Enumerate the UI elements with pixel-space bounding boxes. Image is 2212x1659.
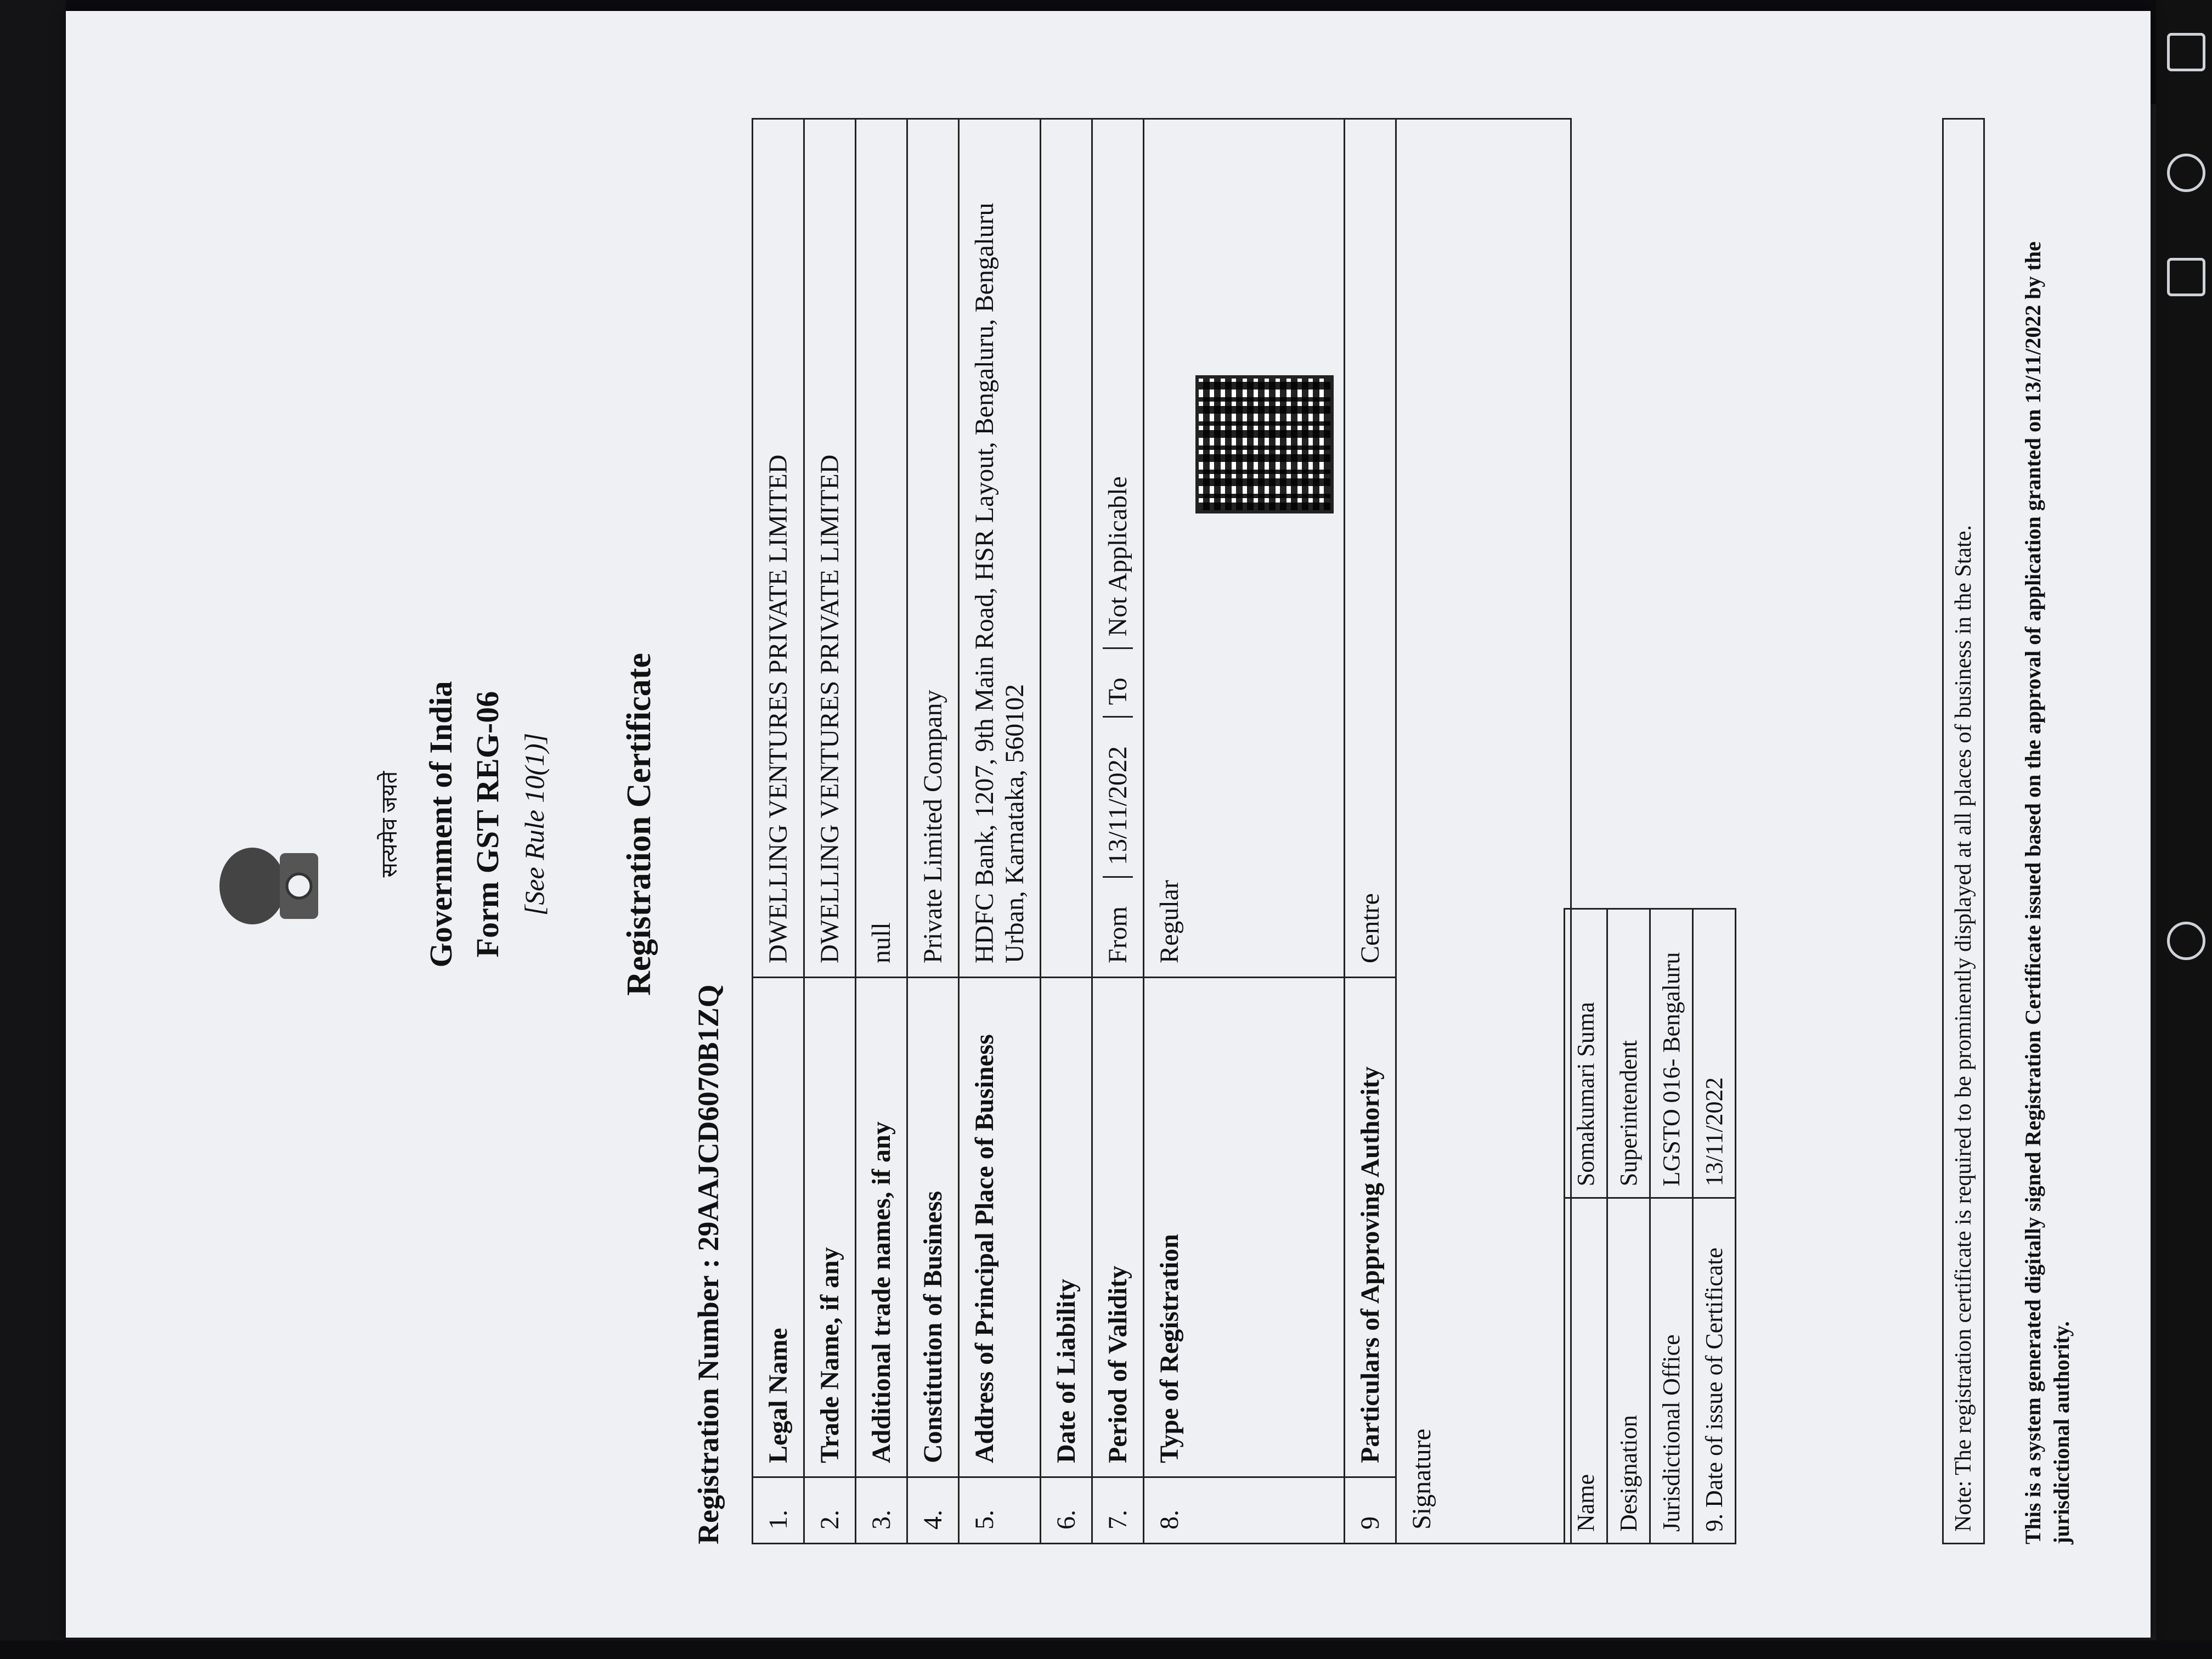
qr-code: [1195, 375, 1334, 514]
table-row: [959, 119, 1041, 1544]
table-row: [1041, 119, 1092, 1544]
row-label: Constitution of Business: [907, 978, 959, 1477]
row-number: 7.: [1092, 1477, 1144, 1544]
from-label: From: [1103, 906, 1132, 963]
authority-value: Superintendent: [1607, 909, 1650, 1198]
table-row: [856, 119, 907, 1544]
display-note: Note: The registration certificate is required to be prominently displayed at all places of business in the State.: [1942, 118, 1985, 1544]
row-number: 8.: [1144, 1477, 1345, 1544]
authority-value: LGSTO 016- Bengaluru: [1650, 909, 1693, 1198]
tablet-left-bezel: [0, 0, 66, 1659]
table-row: [1607, 909, 1650, 1544]
row-label: Additional trade names, if any: [856, 978, 907, 1477]
emblem-caption: सत्यमेव जयते: [377, 771, 402, 878]
row-number: 5.: [959, 1477, 1041, 1544]
authority-label: Jurisdictional Office: [1650, 1198, 1693, 1544]
square-icon[interactable]: [2167, 258, 2205, 296]
from-date: 13/11/2022: [1103, 746, 1133, 878]
row-label: Address of Principal Place of Business: [959, 978, 1041, 1477]
certificate: [66, 11, 2151, 1638]
signature-row: [1396, 119, 1571, 1544]
to-label: To: [1103, 678, 1133, 718]
validity-value: [1092, 119, 1144, 978]
authority-value: 13/11/2022: [1693, 909, 1736, 1198]
row-number: 2.: [804, 1477, 856, 1544]
row-number: 4.: [907, 1477, 959, 1544]
address-value[interactable]: HDFC Bank, 1207, 9th Main Road, HSR Layout, Bengaluru, Bengaluru Urban, Karnataka, 560102: [959, 119, 1041, 978]
table-row: [1092, 119, 1144, 1544]
row-label: Legal Name: [753, 978, 804, 1477]
additional-trade-names-value: null: [856, 119, 907, 978]
table-row: [753, 119, 804, 1544]
table-row: [907, 119, 959, 1544]
row-label: Particulars of Approving Authority: [1345, 978, 1396, 1477]
authority-table: [1564, 908, 1736, 1544]
constitution-value: Private Limited Company: [907, 119, 959, 978]
details-table: [752, 118, 1572, 1544]
approving-authority-value: Centre: [1345, 119, 1396, 978]
info-icon[interactable]: [2167, 922, 2205, 960]
rule-reference: [See Rule 10(1)]: [519, 732, 550, 916]
row-label: Date of Liability: [1041, 978, 1092, 1477]
row-label: Trade Name, if any: [804, 978, 856, 1477]
row-number: 9: [1345, 1477, 1396, 1544]
row-label: Type of Registration: [1144, 978, 1345, 1477]
table-row: [1345, 119, 1396, 1544]
form-name: Form GST REG-06: [470, 691, 505, 958]
table-row: [1650, 909, 1693, 1544]
table-row: [1144, 119, 1345, 1544]
row-number: 1.: [753, 1477, 804, 1544]
tablet-toolbar: [2156, 0, 2212, 1659]
table-row: [804, 119, 856, 1544]
registration-type-text: Regular: [1155, 880, 1184, 963]
trade-name-value: DWELLING VENTURES PRIVATE LIMITED: [804, 119, 856, 978]
tablet-bottom-bezel: [0, 1640, 2212, 1659]
date-of-liability-value: [1041, 119, 1092, 978]
row-number: 6.: [1041, 1477, 1092, 1544]
authority-label: Name: [1565, 1198, 1607, 1544]
header-line-1: Government of India: [423, 681, 459, 968]
table-row: [1565, 909, 1607, 1544]
signature-label: Signature: [1396, 119, 1571, 1544]
national-emblem: [203, 820, 368, 952]
row-number: 3.: [856, 1477, 907, 1544]
table-row: [1693, 909, 1736, 1544]
page-title: Registration Certificate: [620, 653, 658, 996]
registration-number: Registration Number : 29AAJCD6070B1ZQ: [692, 984, 725, 1544]
authority-value: Somakumari Suma: [1565, 909, 1607, 1198]
footer-statement: This is a system generated digitally signed Registration Certificate issued based on the approval of application granted on 13/11/2022 by the jurisdictional authority.: [2021, 241, 2074, 1544]
authority-label: 9. Date of issue of Certificate: [1693, 1198, 1736, 1544]
to-date: Not Applicable: [1103, 476, 1133, 649]
legal-name-value: DWELLING VENTURES PRIVATE LIMITED: [753, 119, 804, 978]
authority-label: Designation: [1607, 1198, 1650, 1544]
row-label: Period of Validity: [1092, 978, 1144, 1477]
more-icon[interactable]: [2167, 33, 2205, 71]
registration-type-value: [1144, 119, 1345, 978]
lock-icon[interactable]: [2167, 154, 2205, 192]
